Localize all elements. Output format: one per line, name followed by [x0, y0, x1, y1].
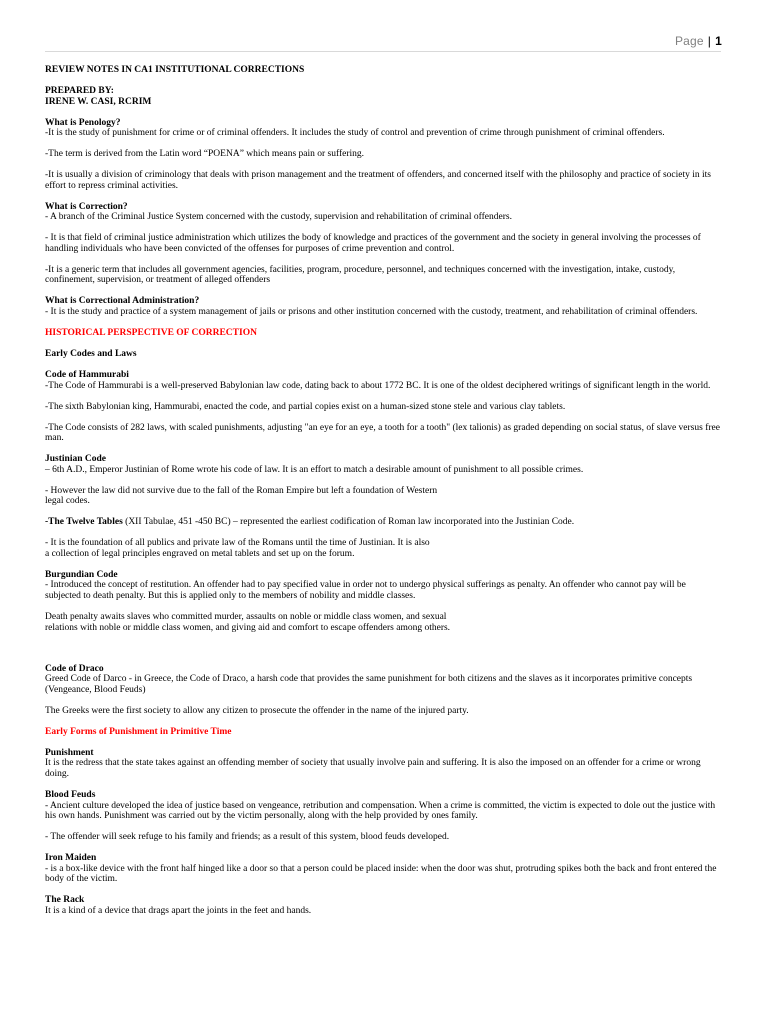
hammurabi-heading: Code of Hammurabi: [45, 369, 129, 380]
blood-feuds-paragraph-2: - The offender will seek refuge to his family and friends; as a result of this system, blood feuds developed.: [45, 832, 450, 843]
correction-paragraph-2: - It is that field of criminal justice administration which utilizes the body of knowledge and practices of the government and the society in general involving the processes of handling individuals who have been convicted of the offenses for purposes of crime prevention and control.: [45, 233, 701, 254]
twelve-tables-paragraph-2-line-2: a collection of legal principles engraved on metal tablets and set up on the forum.: [45, 548, 355, 559]
historical-perspective-heading: HISTORICAL PERSPECTIVE OF CORRECTION: [45, 328, 257, 339]
blood-feuds-section: [45, 790, 723, 822]
correction-paragraph-1: - A branch of the Criminal Justice System concerned with the custody, supervision and rehabilitation of criminal offenders.: [45, 212, 512, 223]
punishment-heading: Punishment: [45, 747, 94, 758]
burgundian-section: [45, 570, 723, 602]
draco-section: [45, 664, 723, 696]
twelve-tables-heading: -The Twelve Tables: [45, 517, 123, 528]
penology-paragraph-3: -It is usually a division of criminology that deals with prison management and the treatment of offenders, and concerned itself with the philosophy and practice of society in its effort to repress criminal activities.: [45, 170, 711, 191]
hammurabi-paragraph-1: -The Code of Hammurabi is a well-preserved Babylonian law code, dating back to about 1772 BC. It is one of the oldest deciphered writings of significant length in the world.: [45, 380, 711, 391]
correction-paragraph-3: -It is a generic term that includes all government agencies, facilities, program, procedure, personnel, and techniques concerned with the investigation, intake, custody, confinement, supervision, or treatment of alleged offenders: [45, 264, 676, 286]
correctional-admin-heading: What is Correctional Administration?: [45, 296, 200, 307]
justinian-paragraph-1: – 6th A.D., Emperor Justinian of Rome wrote his code of law. It is an effort to match a desirable amount of punishment to all possible crimes.: [45, 464, 584, 475]
draco-paragraph-2: The Greeks were the first society to allow any citizen to prosecute the offender in the name of the injured party.: [45, 705, 469, 716]
punishment-section: [45, 748, 723, 780]
twelve-tables-paragraph-2-line-1: - It is the foundation of all publics and private law of the Romans until the time of Justinian. It is also: [45, 538, 430, 549]
prepared-by-block: [45, 86, 723, 107]
document-body: [45, 65, 723, 927]
rack-paragraph: It is a kind of a device that drags apart the joints in the feet and hands.: [45, 905, 312, 916]
iron-maiden-heading: Iron Maiden: [45, 853, 97, 864]
penology-paragraph-1: -It is the study of punishment for crime or of criminal offenders. It includes the study of control and prevention of crime through punishment of criminal offenders.: [45, 128, 665, 139]
iron-maiden-section: [45, 853, 723, 885]
justinian-paragraph-2-line-1: - However the law did not survive due to the fall of the Roman Empire but left a foundation of Western: [45, 485, 438, 496]
justinian-paragraph-2-line-2: legal codes.: [45, 496, 90, 507]
penology-paragraph-2: -The term is derived from the Latin word “POENA” which means pain or suffering.: [45, 149, 365, 160]
blood-feuds-heading: Blood Feuds: [45, 789, 96, 800]
page-separator: |: [707, 34, 712, 48]
hammurabi-paragraph-3: -The Code consists of 282 laws, with scaled punishments, adjusting "an eye for an eye, a tooth for a tooth" (lex talionis) as graded depending on social status, of slave versus free man.: [45, 422, 720, 444]
hammurabi-paragraph-2: -The sixth Babylonian king, Hammurabi, enacted the code, and partial copies exist on a human-sized stone stele and various clay tablets.: [45, 401, 566, 412]
early-forms-heading: Early Forms of Punishment in Primitive Time: [45, 726, 232, 737]
early-codes-heading: Early Codes and Laws: [45, 349, 137, 359]
burgundian-heading: Burgundian Code: [45, 569, 118, 580]
prepared-by-label: PREPARED BY:: [45, 85, 114, 96]
header-divider: [45, 51, 721, 52]
correction-section: [45, 202, 723, 223]
page-number-indicator: [675, 34, 722, 48]
blood-feuds-paragraph-1: - Ancient culture developed the idea of justice based on vengeance, retribution and compensation. When a crime is committed, the victim is expected to dole out the justice with his own hands. Punishment was carried out by the victim personally, along with the help provided by ones family.: [45, 800, 716, 822]
correctional-admin-paragraph: - It is the study and practice of a system management of jails or prisons and other institution concerned with the custody, treatment, and rehabilitation of criminal offenders.: [45, 307, 698, 318]
justinian-paragraph-2: [45, 486, 723, 507]
vertical-spacer: [45, 644, 723, 664]
twelve-tables-paragraph-1: [45, 517, 723, 528]
iron-maiden-paragraph: - is a box-like device with the front half hinged like a door so that a person could be placed inside: when the door was shut, protruding spikes both the back and front entered the body of the victim.: [45, 863, 717, 885]
punishment-paragraph: It is the redress that the state takes against an offending member of society that usually involve pain and suffering. It is also the imposed on an offender for a crime or wrong doing.: [45, 758, 701, 779]
hammurabi-section: [45, 370, 723, 391]
author-name: IRENE W. CASI, RCRIM: [45, 96, 152, 107]
justinian-heading: Justinian Code: [45, 454, 106, 465]
rack-heading: The Rack: [45, 895, 85, 906]
twelve-tables-paragraph-2: [45, 538, 723, 559]
burgundian-paragraph-2-line-2: relations with noble or middle class women, and giving aid and comfort to escape offenders among others.: [45, 622, 451, 633]
twelve-tables-text: (XII Tabulae, 451 -450 BC) – represented the earliest codification of Roman law incorporated into the Justinian Code.: [122, 517, 575, 528]
draco-heading: Code of Draco: [45, 663, 104, 674]
correction-heading: What is Correction?: [45, 201, 128, 212]
burgundian-paragraph-2: [45, 612, 723, 633]
penology-heading: What is Penology?: [45, 117, 121, 128]
penology-section: [45, 118, 723, 139]
page-header: [0, 0, 768, 52]
draco-paragraph-1: Greed Code of Darco - in Greece, the Code of Draco, a harsh code that provides the same punishment for both citizens and the slaves as it incorporates primitive concepts (Vengeance, Blood Feuds): [45, 674, 693, 695]
correctional-admin-section: [45, 296, 723, 317]
page-label: Page: [674, 34, 704, 48]
burgundian-paragraph-1: - Introduced the concept of restitution. An offender had to pay specified value in order not to undergo physical sufferings as penalty. An offender who cannot pay will be subjected to death penalty. But this is applied only to the members of nobility and middle classes.: [45, 580, 686, 602]
document-title: REVIEW NOTES IN CA1 INSTITUTIONAL CORRECTIONS: [45, 65, 305, 75]
justinian-section: [45, 454, 723, 475]
rack-section: [45, 895, 723, 916]
burgundian-paragraph-2-line-1: Death penalty awaits slaves who committed murder, assaults on noble or middle class women, and sexual: [45, 612, 447, 623]
page-number: 1: [715, 34, 722, 48]
